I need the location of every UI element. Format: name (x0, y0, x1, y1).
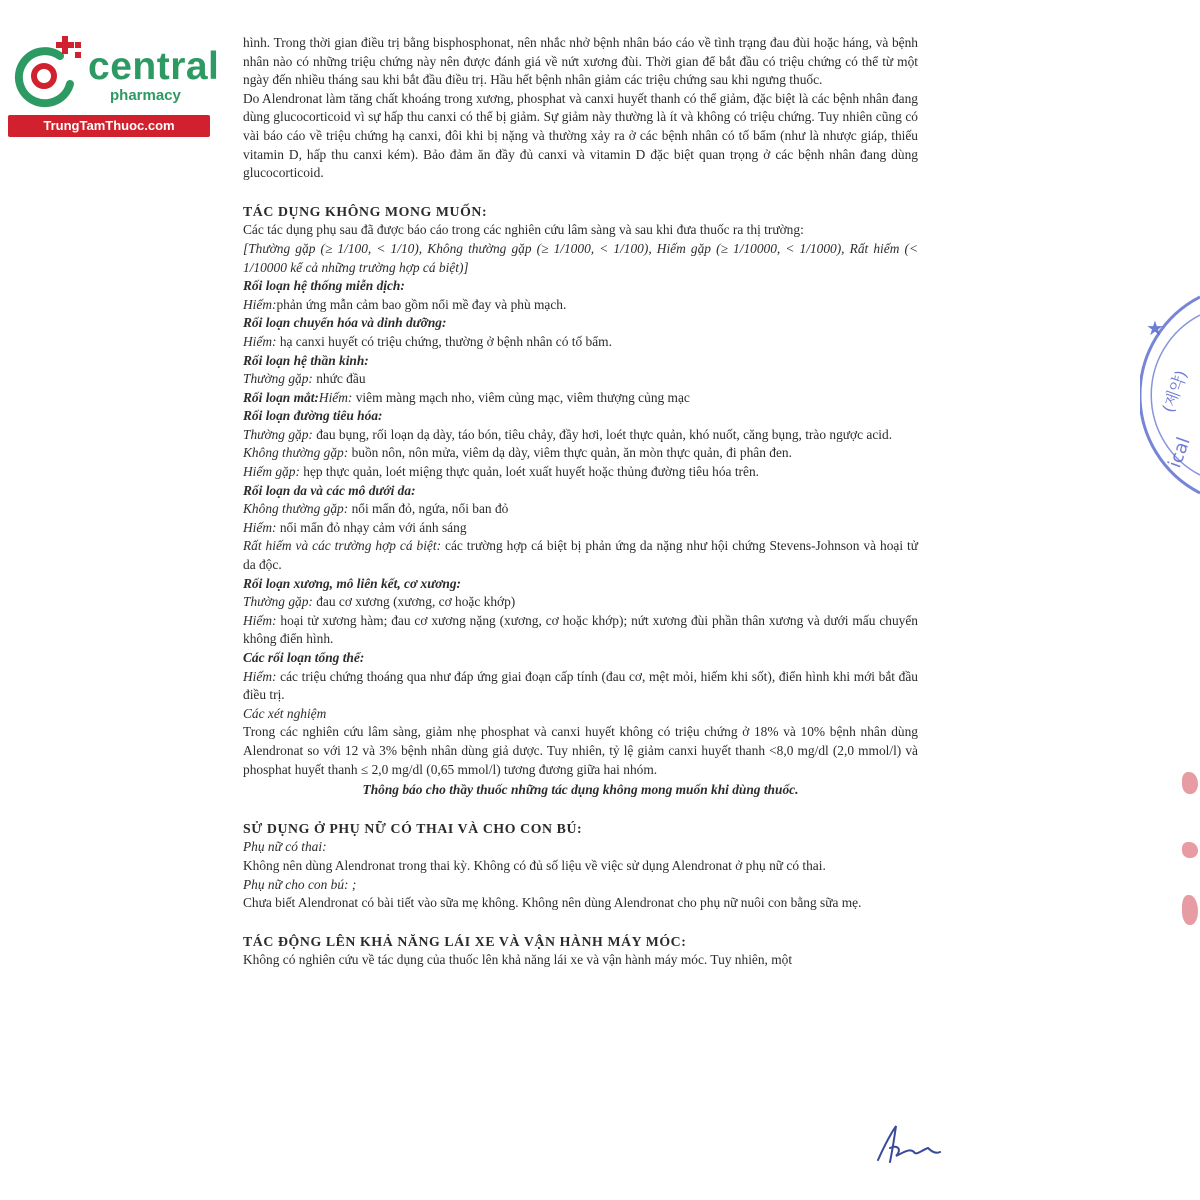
subheading-musculoskeletal: Rối loạn xương, mô liên kết, cơ xương: (243, 575, 462, 591)
freq-label: Hiếm: (243, 612, 277, 628)
svg-text:★: ★ (1146, 316, 1164, 340)
heading-adverse-effects: TÁC DỤNG KHÔNG MONG MUỐN: (243, 203, 488, 219)
freq-label: Hiếm: (243, 333, 277, 349)
logo-banner[interactable]: TrungTamThuoc.com (8, 115, 210, 137)
paragraph-intro-2: Do Alendronat làm tăng chất khoáng trong xương, phosphat và canxi huyết thanh có thể giảm, đặc biệt là các bệnh nhân đang dùng glucocorticoid vì sự hấp thu canxi có thể bị giảm. Sự giảm này thường là ít và không có triệu chứng. Tuy nhiên cũng có vài báo cáo về triệu chứng hạ canxi, đôi khi bị nặng và thường xảy ra ở các bệnh nhân có tố bẩm (như là nhược giáp, thiếu vitamin D, hấp thu canxi kém). Bảo đảm ăn đầy đủ canxi và vitamin D đặc biệt quan trọng ở các bệnh nhân đang dùng glucocorticoid. (243, 90, 918, 181)
freq-label: Hiếm gặp: (243, 464, 300, 480)
document-body (243, 34, 918, 970)
effect-text: đau bụng, rối loạn dạ dày, táo bón, tiêu chảy, đầy hơi, loét thực quản, khó nuốt, căng bụng, trào ngược acid. (312, 426, 893, 442)
general-line (243, 668, 918, 705)
effect-text: buồn nôn, nôn mửa, viêm dạ dày, viêm thực quản, ăn mòn thực quản, đi phân đen. (348, 445, 792, 461)
stamp-icon (1140, 295, 1200, 495)
lab-tests-text: Trong các nghiên cứu lâm sàng, giảm nhẹ phosphat và canxi huyết không có triệu chứng ở 18% và 10% bệnh nhân dùng Alendronat so với 12 và 3% bệnh nhân dùng giả dược. Tuy nhiên, tỷ lệ giảm canxi huyết thanh <8,0 mg/dl (2,0 mmol/l) và phosphat huyết thanh ≤ 2,0 mg/dl (0,65 mmol/l) tương đương giữa hai nhóm. (243, 724, 918, 777)
effect-text: hẹp thực quản, loét miệng thực quản, loét xuất huyết hoặc thủng đường tiêu hóa trên. (299, 464, 760, 480)
pregnant-text: Không nên dùng Alendronat trong thai kỳ. Không có đủ số liệu về việc sử dụng Alendronat ở phụ nữ có thai. (243, 857, 826, 873)
subheading-nervous: Rối loạn hệ thần kinh: (243, 352, 369, 368)
red-stamp-mark (1182, 842, 1198, 858)
effect-text: nổi mẩn đỏ, ngứa, nổi ban đỏ (348, 501, 509, 517)
freq-label: Không thường gặp: (243, 445, 349, 461)
freq-label: Rất hiếm và các trường hợp cá biệt: (243, 538, 442, 554)
subheading-general: Các rối loạn tổng thể: (243, 650, 365, 665)
red-stamp-mark (1182, 772, 1198, 794)
msk-line-2 (243, 612, 918, 649)
freq-label: Hiếm: (318, 389, 353, 405)
freq-label: Hiếm: (243, 519, 277, 535)
freq-label: Không thường gặp: (243, 501, 349, 517)
freq-label: Thường gặp: (243, 594, 313, 610)
signature-icon (872, 1122, 942, 1168)
effect-text: nổi mẩn đỏ nhạy cảm với ánh sáng (276, 519, 467, 535)
effect-text: viêm màng mạch nho, viêm củng mạc, viêm thượng củng mạc (352, 389, 690, 405)
subheading-gastrointestinal: Rối loạn đường tiêu hóa: (243, 408, 383, 424)
red-stamp-mark (1182, 895, 1198, 925)
central-pharmacy-logo[interactable] (8, 34, 220, 138)
freq-label: Hiếm: (243, 668, 277, 684)
subheading-immune: Rối loạn hệ thống miễn dịch: (243, 278, 405, 294)
metabolism-line (243, 333, 918, 352)
skin-line-1 (243, 500, 918, 519)
breastfeeding-text: Chưa biết Alendronat có bài tiết vào sữa mẹ không. Không nên dùng Alendronat cho phụ nữ nuôi con bằng sữa mẹ. (243, 895, 862, 911)
notice-text: Thông báo cho thầy thuốc những tác dụng không mong muốn khi dùng thuốc. (362, 782, 799, 798)
effect-text: các trường hợp cá biệt bị phản ứng da nặng như hội chứng Stevens-Johnson và hoại tử da độc. (243, 538, 918, 573)
logo-subtitle: pharmacy (110, 87, 181, 104)
immune-line (243, 296, 918, 315)
subheading-skin: Rối loạn da và các mô dưới da: (243, 482, 416, 498)
subheading-eye: Rối loạn mắt: (243, 389, 319, 405)
effect-text: nhức đầu (312, 371, 366, 387)
paragraph-intro-1: hình. Trong thời gian điều trị bằng bisphosphonat, nên nhắc nhở bệnh nhân báo cáo về tình trạng đau đùi hoặc háng, và bệnh nhân nào có những triệu chứng này nên được đánh giá về nứt xương đùi. Thời gian để bắt đầu có triệu chứng có thể từ một ngày đến nhiều tháng sau khi bắt đầu điều trị. Hầu hết bệnh nhân giảm các triệu chứng sau khi ngưng thuốc. (243, 35, 918, 88)
msk-line-1 (243, 593, 918, 612)
gi-line-1 (243, 426, 918, 445)
subheading-pregnant: Phụ nữ có thai: (243, 839, 327, 855)
effect-text: đau cơ xương (xương, cơ hoặc khớp) (312, 594, 516, 610)
effect-text: các triệu chứng thoáng qua như đáp ứng giai đoạn cấp tính (đau cơ, mệt mỏi, hiếm khi sốt), điển hình khi mới bắt đầu điều trị. (243, 668, 918, 703)
eye-line (243, 389, 918, 408)
logo-brand: central (88, 45, 220, 88)
freq-label: Thường gặp: (243, 371, 313, 387)
nervous-line (243, 370, 918, 389)
effect-text: hoại tử xương hàm; đau cơ xương nặng (xương, cơ hoặc khớp); nứt xương đùi phần thân xương và dưới mấu chuyển không điển hình. (243, 612, 918, 647)
effect-text: phản ứng mẫn cảm bao gồm nổi mề đay và phù mạch. (276, 296, 567, 312)
frequency-legend: [Thường gặp (≥ 1/100, < 1/10), Không thường gặp (≥ 1/1000, < 1/100), Hiếm gặp (≥ 1/10000, < 1/1000), Rất hiếm (< 1/10000 kể cả những trường hợp cá biệt)] (243, 240, 918, 275)
subheading-metabolism: Rối loạn chuyển hóa và dinh dưỡng: (243, 315, 447, 331)
driving-text: Không có nghiên cứu về tác dụng của thuốc lên khả năng lái xe và vận hành máy móc. Tuy nhiên, một (243, 952, 793, 968)
subheading-lab-tests: Các xét nghiệm (243, 705, 327, 721)
gi-line-2 (243, 444, 918, 463)
skin-line-2 (243, 519, 918, 538)
freq-label: Hiếm: (243, 296, 277, 312)
skin-line-3 (243, 537, 918, 574)
stamp-text-2: ical (1164, 434, 1195, 471)
heading-driving: TÁC ĐỘNG LÊN KHẢ NĂNG LÁI XE VÀ VẬN HÀNH MÁY MÓC: (243, 933, 687, 949)
effect-text: hạ canxi huyết có triệu chứng, thường ở bệnh nhân có tố bẩm. (276, 333, 612, 349)
stamp-text-1: (제약) (1158, 367, 1192, 416)
logo-mark-icon (8, 34, 86, 114)
adverse-intro: Các tác dụng phụ sau đã được báo cáo trong các nghiên cứu lâm sàng và sau khi đưa thuốc ra thị trường: (243, 222, 804, 238)
gi-line-3 (243, 463, 918, 482)
subheading-breastfeeding: Phụ nữ cho con bú: ; (243, 876, 357, 892)
heading-pregnancy: SỬ DỤNG Ở PHỤ NỮ CÓ THAI VÀ CHO CON BÚ: (243, 820, 583, 836)
freq-label: Thường gặp: (243, 426, 313, 442)
